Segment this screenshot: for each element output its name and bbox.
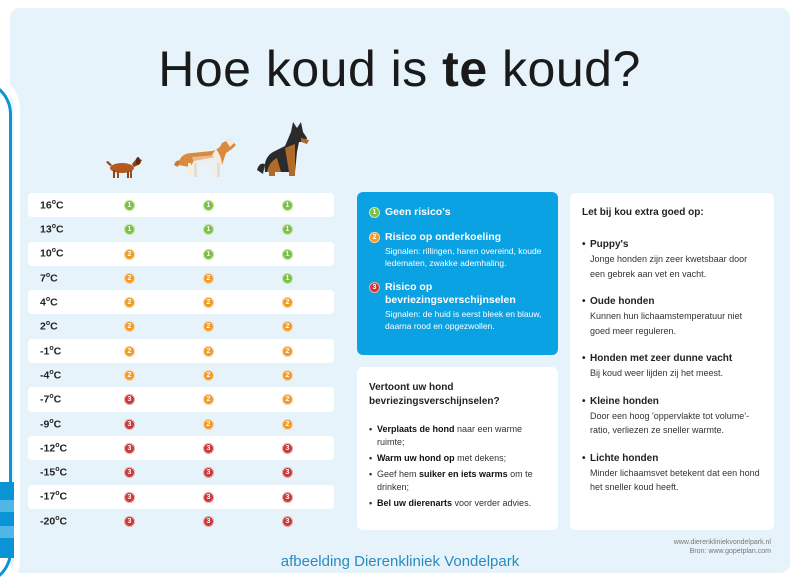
risk-1-icon: 1: [282, 224, 293, 235]
table-row: [28, 485, 334, 509]
risk-2-icon: 2: [282, 394, 293, 405]
temperature-label: 2$^o$C: [40, 320, 58, 333]
risk-3-icon: 3: [282, 443, 293, 454]
advice-list: [369, 423, 546, 510]
risk-2-icon: 2: [203, 346, 214, 357]
legend-description: Signalen: rillingen, haren overeind, koude ledematen, zwakke ademhaling.: [385, 246, 542, 268]
risk-1-icon: 1: [369, 207, 380, 218]
temperature-label: 10$^o$C: [40, 247, 64, 260]
table-row: [28, 314, 334, 338]
footer-caption: afbeelding Dierenkliniek Vondelpark: [280, 553, 520, 570]
risk-1-icon: 1: [203, 249, 214, 260]
risk-1-icon: 1: [203, 200, 214, 211]
table-row: [28, 266, 334, 290]
risk-2-icon: 2: [124, 321, 135, 332]
legend-description: Signalen: de huid is eerst bleek en blauw, daarna rood en opgezwollen.: [385, 309, 542, 331]
temperature-label: 16$^o$C: [40, 198, 64, 212]
risk-2-icon: 2: [124, 297, 135, 308]
risk-3-icon: 3: [124, 467, 135, 478]
list-item: • Bel uw dierenarts voor verder advies.: [369, 497, 546, 510]
temperature-label: 7$^o$C: [40, 271, 58, 285]
risk-3-icon: 3: [124, 419, 135, 430]
risk-3-icon: 3: [203, 443, 214, 454]
legend-title: Geen risico's: [385, 206, 451, 218]
credits: www.dierenkliniekvondelpark.nl Bron: www.gopetplan.com: [673, 539, 771, 555]
risk-legend: [357, 192, 558, 355]
risk-2-icon: 2: [203, 273, 214, 284]
risk-2-icon: 2: [203, 321, 214, 332]
temperature-table: [28, 193, 334, 533]
risk-3-icon: 3: [203, 516, 214, 527]
risk-2-icon: 2: [124, 273, 135, 284]
risk-2-icon: 2: [124, 346, 135, 357]
risk-3-icon: 3: [282, 492, 293, 503]
table-row: [28, 509, 334, 533]
legend-title: Risico op bevriezingsverschijnselen: [385, 281, 516, 306]
legend-item-bevriezing: [369, 281, 546, 332]
table-row: [28, 460, 334, 484]
list-item: • Warm uw hond op met dekens;: [369, 452, 546, 465]
temperature-label: -7$^o$C: [40, 393, 62, 406]
temperature-label: 13$^o$C: [40, 223, 64, 236]
list-item: • Puppy's Jonge honden zijn zeer kwetsbaar door een gebrek aan vet en vacht.: [582, 238, 762, 281]
card-title: Let bij kou extra goed op:: [582, 207, 704, 218]
risk-2-icon: 2: [282, 321, 293, 332]
temperature-label: -15$^o$C: [40, 466, 68, 479]
frostbite-advice-card: [357, 367, 558, 530]
list-item: • Lichte honden Minder lichaamsvet betekent dat een hond het sneller koud heeft.: [582, 452, 762, 495]
risk-2-icon: 2: [282, 419, 293, 430]
table-row: [28, 412, 334, 436]
german-shepherd-icon: [255, 118, 311, 180]
risk-1-icon: 1: [124, 200, 135, 211]
risk-3-icon: 3: [203, 492, 214, 503]
risk-1-icon: 1: [282, 273, 293, 284]
risk-1-icon: 1: [282, 200, 293, 211]
risk-3-icon: 3: [203, 467, 214, 478]
legend-title: Risico op onderkoeling: [385, 231, 502, 243]
list-item: • Honden met zeer dunne vacht Bij koud weer lijden zij het meest.: [582, 352, 762, 381]
legend-item-geen-risico: [369, 206, 546, 219]
table-row: [28, 290, 334, 314]
table-row: [28, 387, 334, 411]
risk-2-icon: 2: [369, 232, 380, 243]
risk-3-icon: 3: [282, 516, 293, 527]
risk-3-icon: 3: [124, 492, 135, 503]
list-item: • Geef hem suiker en iets warms om te drinken;: [369, 468, 546, 494]
risk-3-icon: 3: [124, 516, 135, 527]
table-row: [28, 363, 334, 387]
risk-1-icon: 1: [203, 224, 214, 235]
risk-2-icon: 2: [282, 370, 293, 381]
risk-2-icon: 2: [124, 249, 135, 260]
dachshund-icon: [104, 150, 144, 180]
extra-care-card: [570, 193, 774, 530]
page-title: Hoe koud is te koud?: [158, 41, 641, 97]
temperature-label: -1$^o$C: [40, 344, 62, 358]
legend-item-onderkoeling: [369, 231, 546, 269]
risk-3-icon: 3: [282, 467, 293, 478]
risk-2-icon: 2: [203, 419, 214, 430]
risk-2-icon: 2: [203, 394, 214, 405]
table-row: [28, 339, 334, 363]
temperature-label: -9$^o$C: [40, 417, 62, 431]
table-row: [28, 242, 334, 266]
risk-1-icon: 1: [124, 224, 135, 235]
temperature-label: -12$^o$C: [40, 441, 68, 455]
table-row: [28, 193, 334, 217]
temperature-label: -17$^o$C: [40, 490, 68, 503]
risk-2-icon: 2: [203, 297, 214, 308]
risk-3-icon: 3: [369, 282, 380, 293]
card-title: Vertoont uw hond bevriezingsverschijnselen?: [369, 382, 500, 407]
risk-2-icon: 2: [124, 370, 135, 381]
list-item: • Verplaats de hond naar een warme ruimte;: [369, 423, 546, 449]
risk-3-icon: 3: [124, 394, 135, 405]
risk-2-icon: 2: [282, 346, 293, 357]
collie-icon: [172, 135, 238, 181]
list-item: • Oude honden Kunnen hun lichaamstemperatuur niet goed meer reguleren.: [582, 295, 762, 338]
temperature-label: 4$^o$C: [40, 296, 58, 309]
list-item: • Kleine honden Door een hoog 'oppervlakte tot volume'-ratio, verliezen ze sneller warmte.: [582, 395, 762, 438]
risk-2-icon: 2: [282, 297, 293, 308]
decorative-blue-block: [0, 482, 14, 558]
table-row: [28, 217, 334, 241]
temperature-label: -4$^o$C: [40, 368, 62, 382]
risk-2-icon: 2: [203, 370, 214, 381]
risk-3-icon: 3: [124, 443, 135, 454]
temperature-label: -20$^o$C: [40, 514, 68, 528]
table-row: [28, 436, 334, 460]
risk-1-icon: 1: [282, 249, 293, 260]
